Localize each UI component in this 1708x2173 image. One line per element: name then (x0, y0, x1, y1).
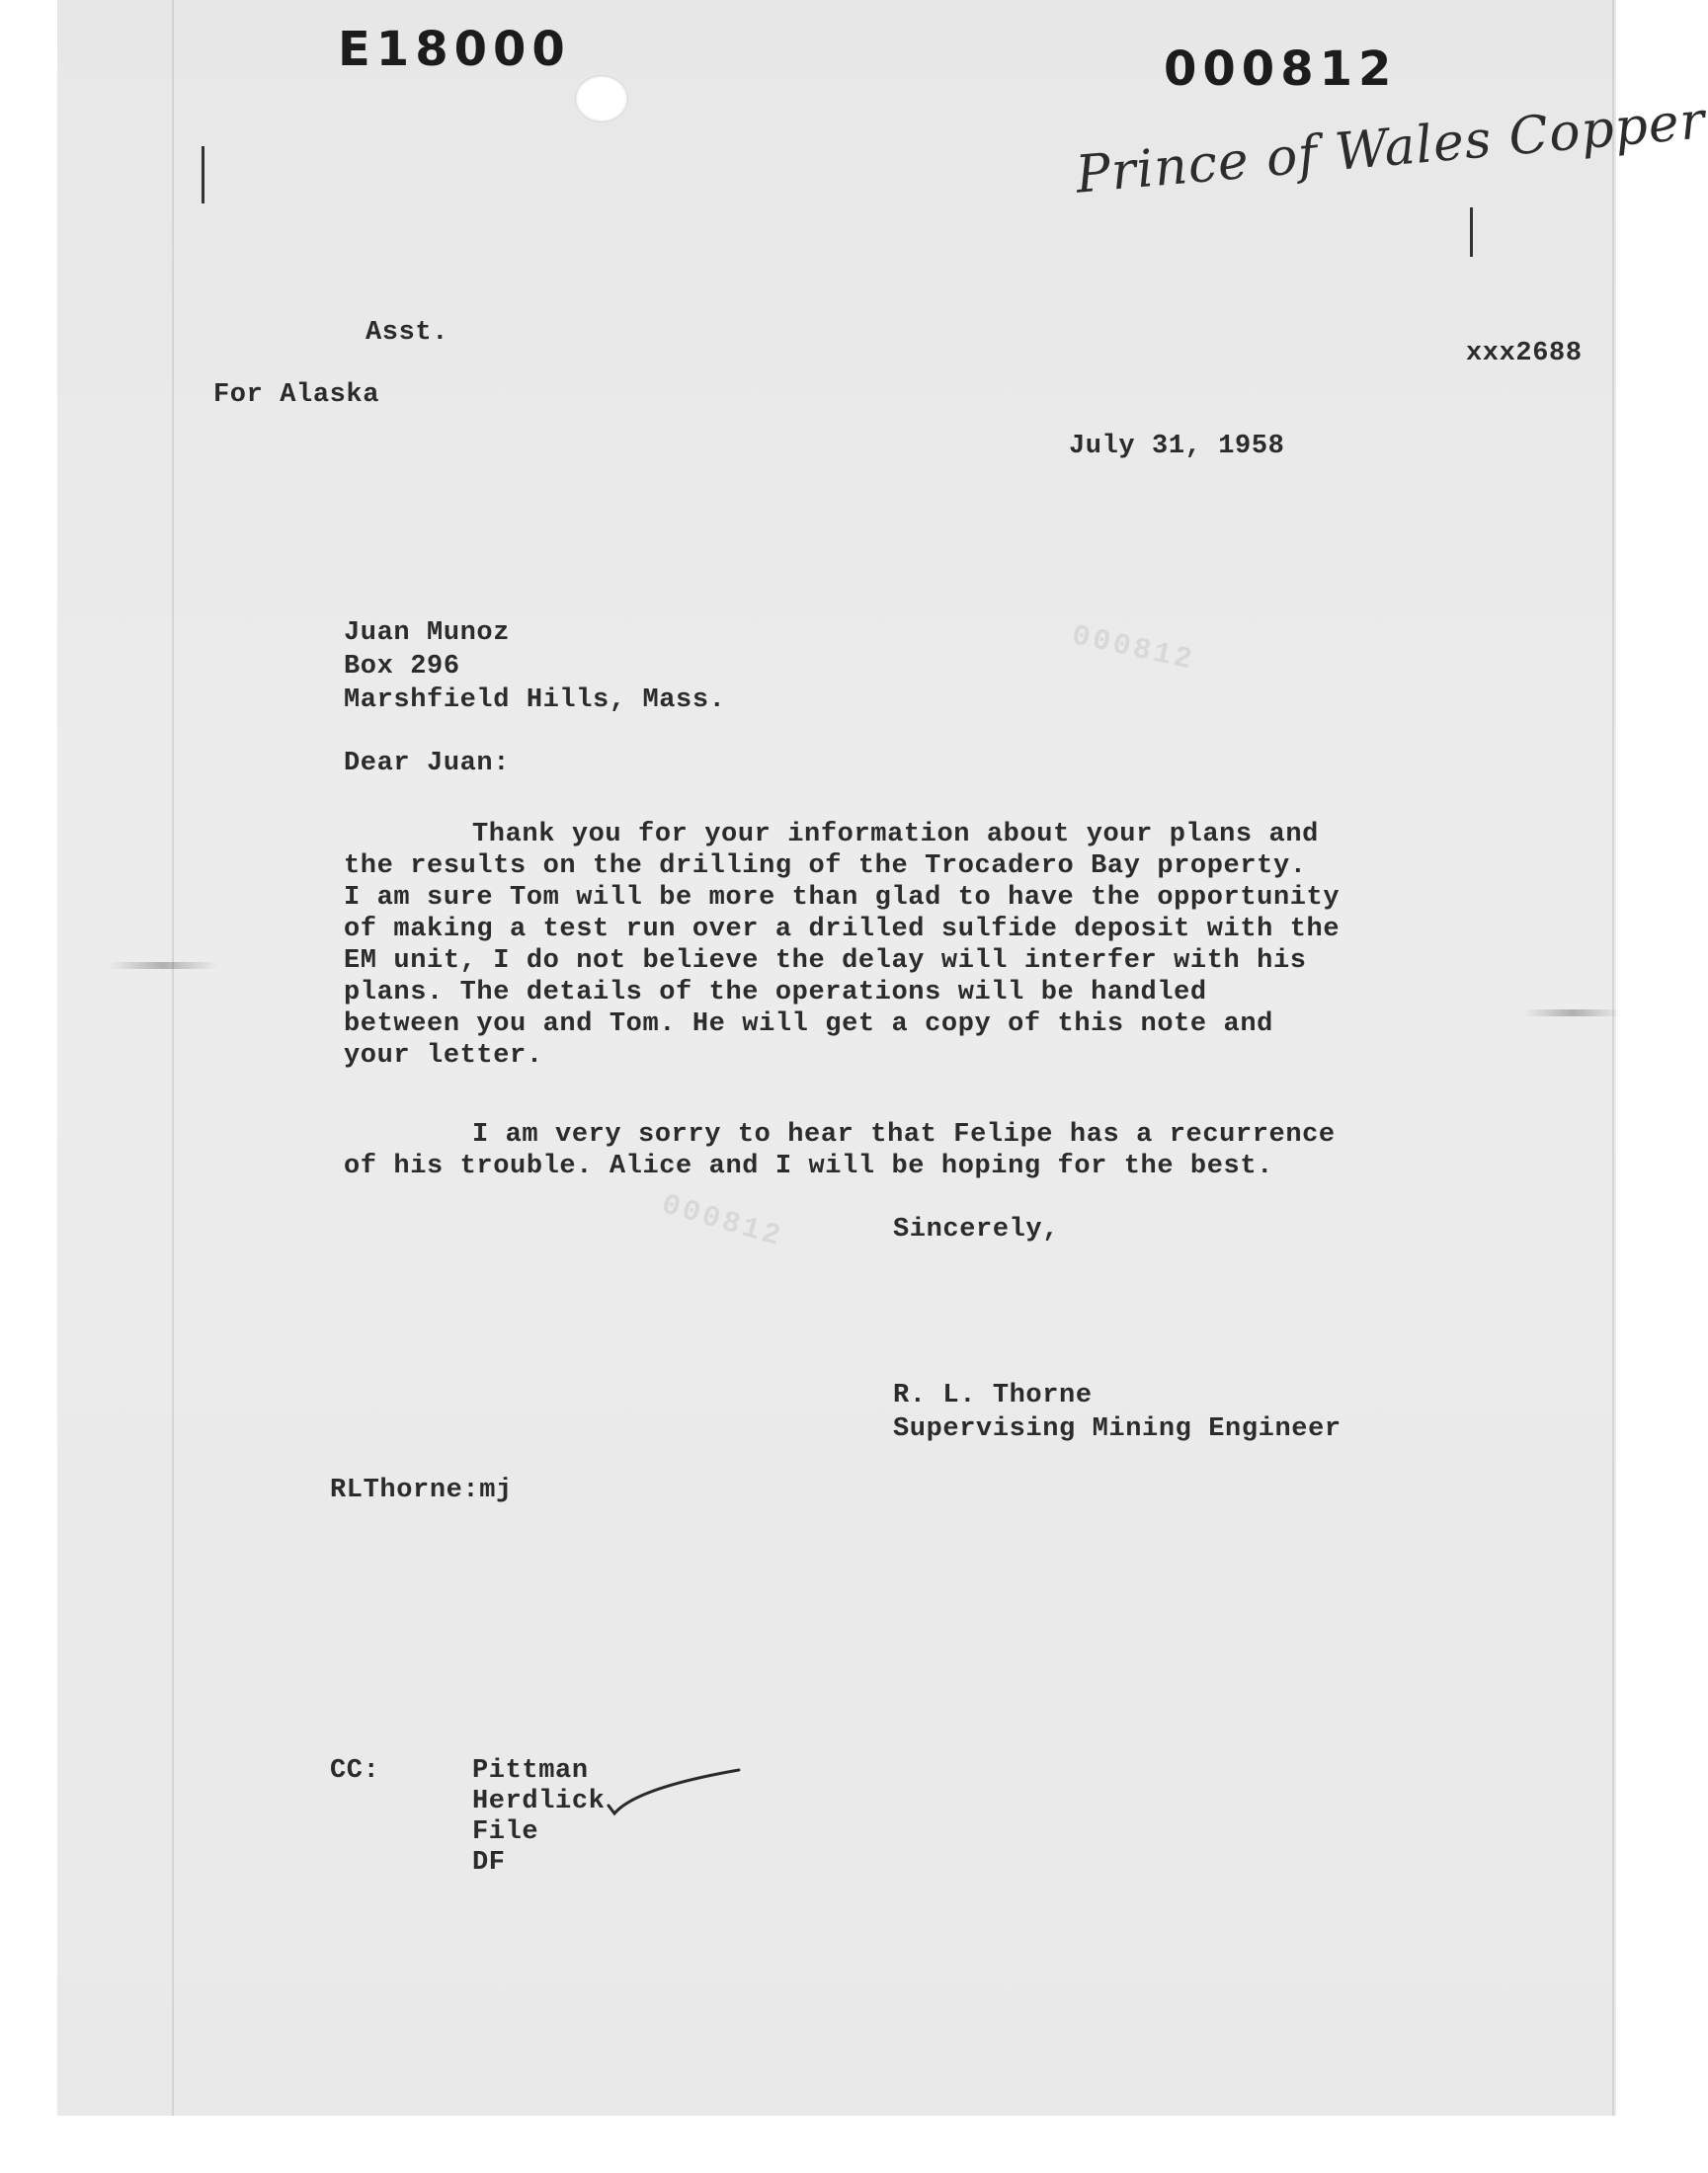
body-line: of making a test run over a drilled sulfide deposit with the (344, 915, 1341, 944)
letter-page (57, 0, 1708, 2116)
file-code: xxx2688 (1466, 339, 1583, 368)
body-line: the results on the drilling of the Trocadero Bay property. (344, 851, 1307, 881)
page-fold-line (172, 0, 174, 2116)
body-line: I am sure Tom will be more than glad to have the opportunity (344, 883, 1341, 913)
body-line: plans. The details of the operations will be handled (344, 978, 1207, 1007)
body-line: EM unit, I do not believe the delay will interfer with his (344, 946, 1307, 976)
page-edge-line (1612, 0, 1614, 2116)
body-line: between you and Tom. He will get a copy of this note and (344, 1009, 1273, 1039)
signer-name: R. L. Thorne (893, 1381, 1093, 1410)
signer-title: Supervising Mining Engineer (893, 1414, 1342, 1444)
body-line: your letter. (344, 1041, 543, 1071)
asst-label: Asst. (366, 318, 449, 348)
recipient-box: Box 296 (344, 652, 460, 682)
for-alaska-label: For Alaska (213, 380, 380, 410)
margin-tick-mark (1470, 207, 1473, 257)
body-line: Thank you for your information about your plans and (472, 820, 1319, 849)
bleed-through-number: 000812 (1068, 619, 1198, 679)
scan-smudge (109, 962, 217, 969)
punch-hole (575, 75, 628, 122)
body-line: I am very sorry to hear that Felipe has a recurrence (472, 1120, 1336, 1150)
typist-initials: RLThorne:mj (330, 1476, 513, 1505)
bleed-through-number: 000812 (657, 1188, 787, 1255)
margin-tick-mark (202, 146, 204, 203)
body-line: of his trouble. Alice and I will be hoping for the best. (344, 1152, 1273, 1181)
recipient-name: Juan Munoz (344, 618, 511, 648)
cc-item: Pittman (472, 1756, 589, 1786)
stamp-number: E18000 (338, 22, 571, 77)
recipient-city: Marshfield Hills, Mass. (344, 685, 726, 715)
document-number: 000812 (1164, 41, 1398, 97)
cc-item: Herdlick (472, 1787, 606, 1816)
cc-item: DF (472, 1848, 506, 1878)
scan-smudge (1523, 1009, 1622, 1016)
closing: Sincerely, (893, 1215, 1060, 1245)
checkmark-icon (607, 1768, 745, 1817)
salutation: Dear Juan: (344, 749, 511, 778)
cc-item: File (472, 1817, 539, 1847)
cc-label: CC: (330, 1756, 380, 1786)
letter-date: July 31, 1958 (1069, 432, 1285, 461)
handwritten-note: Prince of Wales Copper (1073, 91, 1708, 205)
